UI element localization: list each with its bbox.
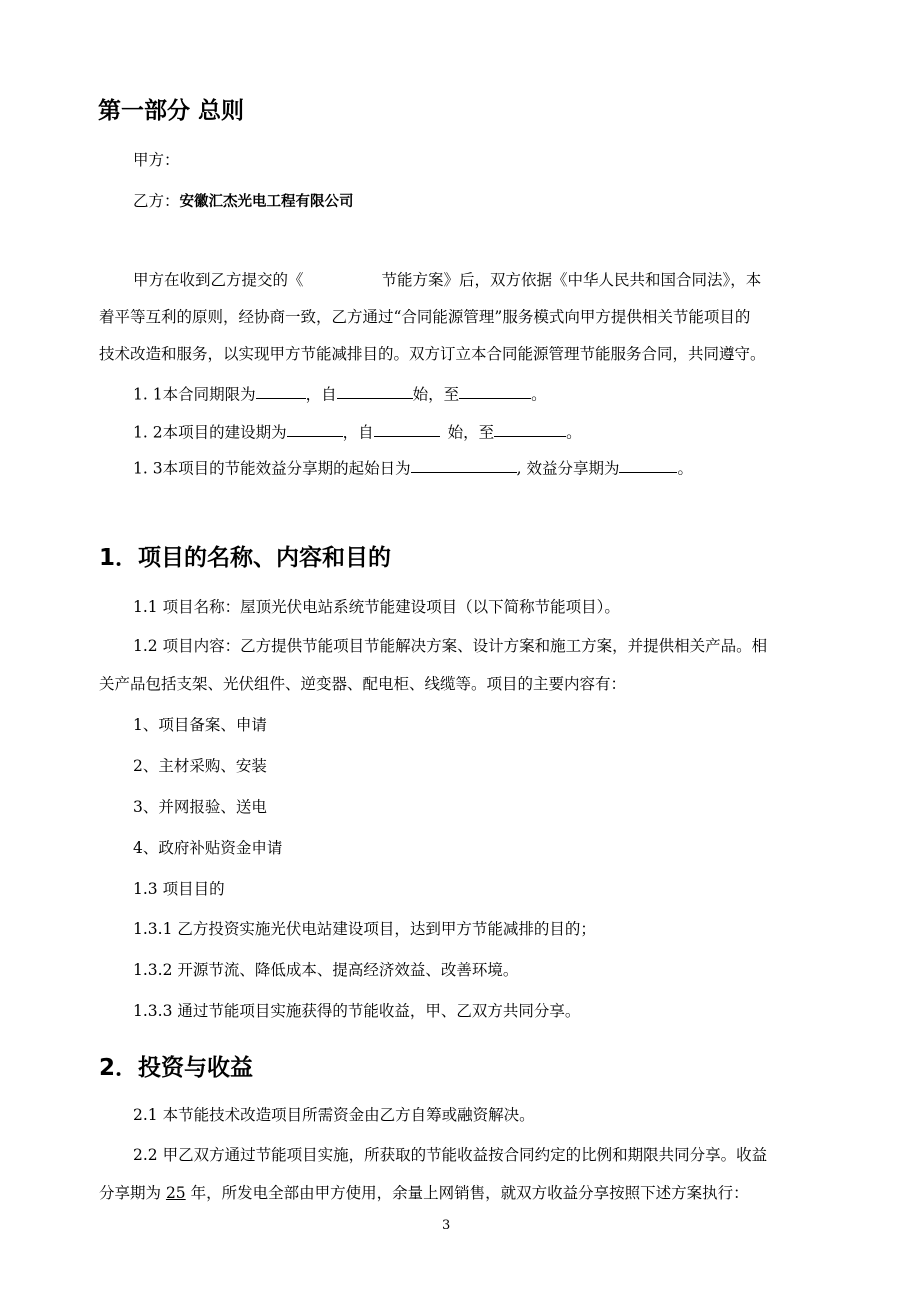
list-item: 4、政府补贴资金申请 [133,839,283,857]
intro-text-b: 节能方案》后，双方依据《中华人民共和国合同法》，本 [381,271,762,289]
clause-text: 1. 2本项目的建设期为 [133,423,287,442]
blank-field [411,456,517,473]
intro-text-a: 甲方在收到乙方提交的《 [133,271,304,289]
s2-1: 2.1 本节能技术改造项目所需资金由乙方自筹或融资解决。 [133,1106,535,1124]
page-number: 3 [442,1218,451,1233]
s1-3-2: 1.3.2 开源节流、降低成本、提高经济效益、改善环境。 [133,961,519,979]
party-b [133,189,354,211]
clause-1-2 [133,420,582,442]
clause-text: 始，至 [412,385,460,404]
s1-2-line-2: 关产品包括支架、光伏组件、逆变器、配电柜、线缆等。项目的主要内容有： [99,675,627,693]
list-item: 3、并网报验、送电 [133,798,267,816]
intro-line-2: 着平等互利的原则，经协商一致，乙方通过“合同能源管理”服务模式向甲方提供相关节能项目的 [99,308,751,326]
clause-text: 。 [677,459,693,478]
party-b-label: 乙方： [133,192,180,210]
s1-1: 1.1 项目名称：屋顶光伏电站系统节能建设项目（以下简称节能项目）。 [133,598,620,616]
blank-field [619,456,677,473]
s1-3: 1.3 项目目的 [133,880,225,898]
clause-text: 。 [531,385,547,404]
intro-line-3: 技术改造和服务，以实现甲方节能减排目的。双方订立本合同能源管理节能服务合同，共同遵守。 [99,345,766,363]
s1-3-1: 1.3.1 乙方投资实施光伏电站建设项目，达到甲方节能减排的目的； [133,920,596,938]
party-b-name: 安徽汇杰光电工程有限公司 [179,194,354,210]
share-years-value: 25 [165,1184,186,1202]
s1-3-3: 1.3.3 通过节能项目实施获得的节能收益，甲、乙双方共同分享。 [133,1002,581,1020]
clause-text: ，自 [305,385,337,404]
s2-2-line-1: 2.2 甲乙双方通过节能项目实施，所获取的节能收益按合同约定的比例和期限共同分享。收益 [133,1146,768,1164]
blank-field [459,382,531,399]
party-a: 甲方： [133,151,180,169]
blank-field [337,382,413,399]
part-title: 第一部分 总则 [98,98,245,124]
clause-text: ，自 [342,423,374,442]
list-item: 1、项目备案、申请 [133,716,267,734]
s2-2-line-2 [99,1181,749,1203]
clause-text: 始，至 [447,423,495,442]
clause-text: , 效益分享期为 [516,459,620,478]
clause-text: 。 [566,423,582,442]
s1-2-line-1: 1.2 项目内容：乙方提供节能项目节能解决方案、设计方案和施工方案，并提供相关产品。相 [133,637,768,655]
s2-2-text-a: 分享期为 [99,1184,166,1202]
section-2-title: 2．投资与收益 [99,1055,254,1081]
blank-field [374,420,440,437]
blank-field [287,420,343,437]
blank-field [494,420,566,437]
blank-field [256,382,306,399]
s2-2-text-b: 年，所发电全部由甲方使用，余量上网销售，就双方收益分享按照下述方案执行： [185,1184,749,1202]
intro-line-1 [133,268,761,290]
section-1-title: 1．项目的名称、内容和目的 [99,545,392,571]
clause-1-1 [133,382,547,404]
clause-text: 1. 3本项目的节能效益分享期的起始日为 [133,459,411,478]
clause-1-3 [133,456,693,478]
clause-text: 1. 1本合同期限为 [133,385,256,404]
list-item: 2、主材采购、安装 [133,757,267,775]
